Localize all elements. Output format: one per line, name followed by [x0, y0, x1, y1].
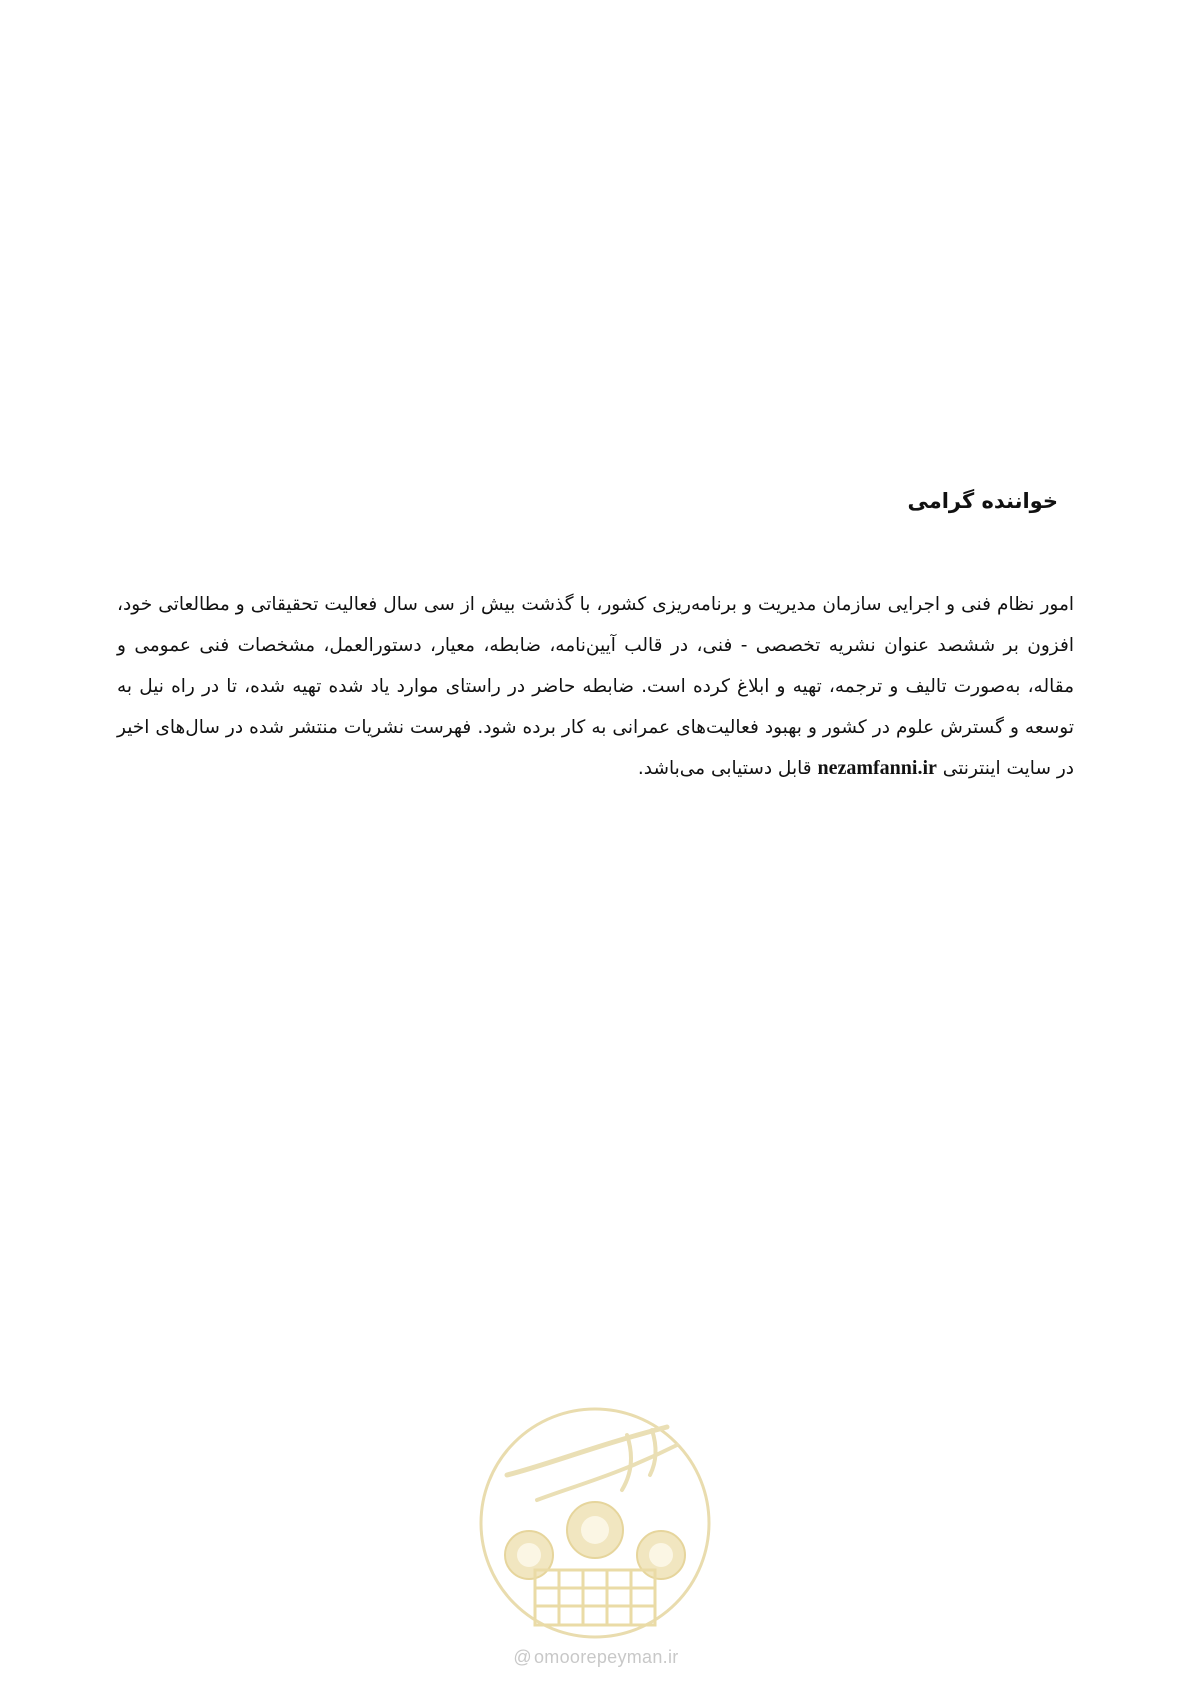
page-heading: خواننده گرامی [907, 489, 1058, 513]
watermark-logo [477, 1405, 713, 1641]
paragraph-text-end: قابل دستیابی می‌باشد. [637, 758, 812, 779]
at-icon: @ [513, 1647, 532, 1667]
website-link[interactable]: nezamfanni.ir [817, 757, 937, 779]
watermark-url-text: omoorepeyman.ir [534, 1647, 679, 1667]
paragraph-text: امور نظام فنی و اجرایی سازمان مدیریت و برنامه‌ریزی کشور، با گذشت بیش از سی سال فعالیت تحقیقاتی و مطالعاتی خود، افزون بر ششصد عنوان نشریه تخصصی - فنی، در قالب آیین‌نامه، ضابطه، معیار، دستورالعمل، مشخصات فنی عمومی و مقاله، به‌صورت تالیف و ترجمه، تهیه و ابلاغ کرده است. ضابطه حاضر در راستای موارد یاد شده تهیه شده، تا در راه نیل به توسعه و گسترش علوم در کشور و بهبود فعالیت‌های عمرانی به کار برده شود. فهرست نشریات منتشر شده در سال‌های اخیر در سایت اینترنتی [117, 594, 1074, 779]
watermark-url [491, 1647, 701, 1668]
intro-paragraph [117, 584, 1074, 789]
